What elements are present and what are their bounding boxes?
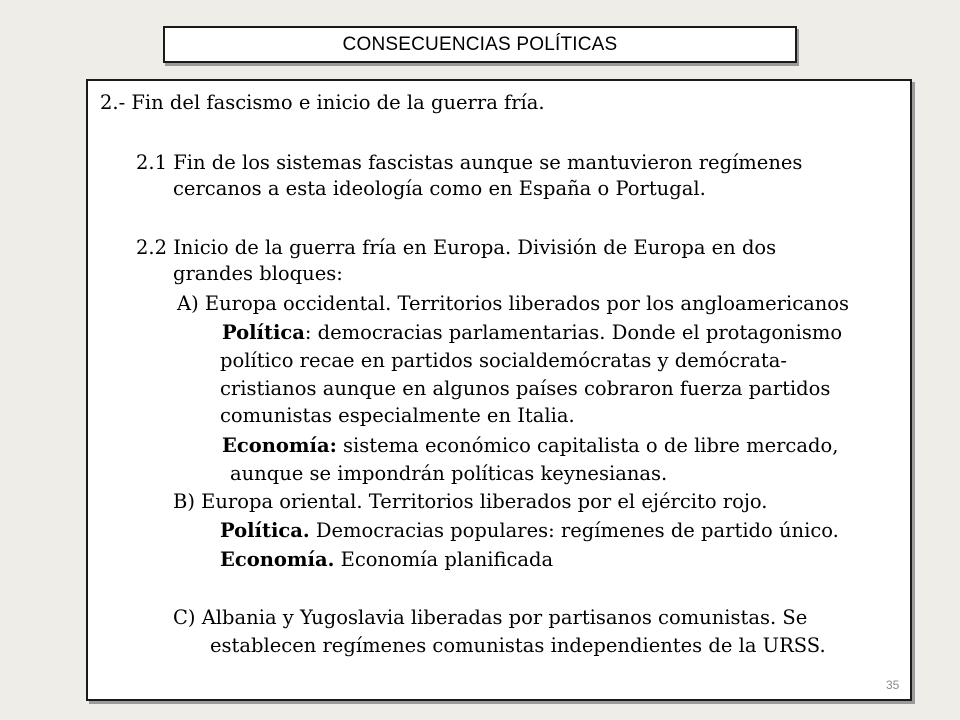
politica-b-label: Política. <box>220 519 310 542</box>
point-2-1-line-2: cercanos a esta ideología como en España o Portugal. <box>173 177 706 200</box>
block-b-politica-line <box>220 519 839 543</box>
block-b-economia-line <box>220 548 553 572</box>
politica-b-text: Democracias populares: regímenes de partido único. <box>309 519 839 542</box>
politica-text: : democracias parlamentarias. Donde el protagonismo <box>304 321 843 344</box>
economia-b-text: Economía planificada <box>334 548 554 571</box>
block-b-heading: B) Europa oriental. Territorios liberados por el ejército rojo. <box>173 490 768 513</box>
block-a-politica-line-3: cristianos aunque en algunos países cobraron fuerza partidos <box>220 377 831 400</box>
block-a-politica-line-2: político recae en partidos socialdemócratas y demócrata- <box>220 349 787 372</box>
title-box <box>163 26 797 63</box>
point-2-2-line-1: 2.2 Inicio de la guerra fría en Europa. División de Europa en dos <box>136 236 777 259</box>
economia-b-label: Economía. <box>220 548 335 571</box>
block-c-line-2: establecen regímenes comunistas independientes de la URSS. <box>210 634 826 657</box>
heading-fin-fascismo: 2.- Fin del fascismo e inicio de la guerra fría. <box>100 91 545 114</box>
block-a-politica-line-4: comunistas especialmente en Italia. <box>220 404 575 427</box>
slide-title: CONSECUENCIAS POLÍTICAS <box>342 33 618 55</box>
politica-label: Política <box>222 321 305 344</box>
economia-label: Economía: <box>222 434 337 457</box>
block-a-heading: A) Europa occidental. Territorios liberados por los angloamericanos <box>177 292 850 315</box>
block-a-economia-line <box>222 434 838 458</box>
point-2-2-line-2: grandes bloques: <box>173 262 343 285</box>
point-2-1-line-1: 2.1 Fin de los sistemas fascistas aunque se mantuvieron regímenes <box>136 151 803 174</box>
economia-text: sistema económico capitalista o de libre mercado, <box>336 434 839 457</box>
slide-number: 35 <box>886 678 900 692</box>
block-a-economia-line-2: aunque se impondrán políticas keynesianas. <box>230 462 668 485</box>
block-a-politica-line <box>222 321 842 345</box>
block-c-line-1: C) Albania y Yugoslavia liberadas por partisanos comunistas. Se <box>173 606 808 629</box>
